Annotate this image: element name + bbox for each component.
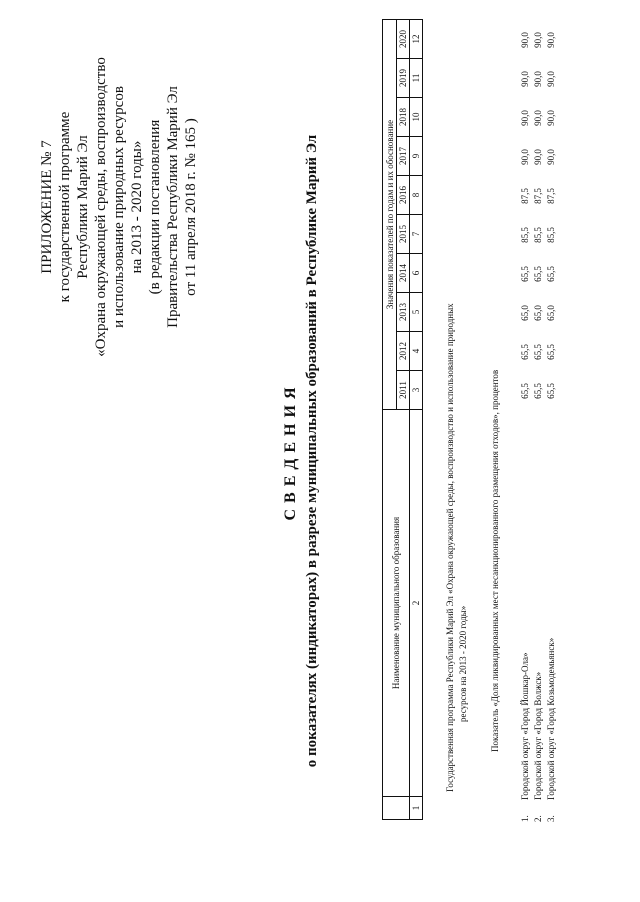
year-header: 2011 xyxy=(397,371,410,410)
program-line: Государственная программа Республики Марий Эл «Охрана окружающей среды, воспроизводство и использование природных xyxy=(445,303,455,792)
column-index: 1 xyxy=(410,797,423,820)
column-index: 12 xyxy=(410,20,423,59)
appendix-line: на 2013 - 2020 годы» xyxy=(129,140,145,274)
value-cell: 90,0 xyxy=(520,32,530,48)
appendix-line: и использование природных ресурсов xyxy=(111,86,127,328)
row-number: 2. xyxy=(533,815,543,822)
year-header: 2015 xyxy=(397,215,410,254)
column-index: 5 xyxy=(410,293,423,332)
year-header: 2012 xyxy=(397,332,410,371)
year-header: 2016 xyxy=(397,176,410,215)
value-cell: 65,5 xyxy=(520,344,530,360)
value-cell: 65,0 xyxy=(520,305,530,321)
column-index: 8 xyxy=(410,176,423,215)
column-index: 7 xyxy=(410,215,423,254)
value-cell: 90,0 xyxy=(533,71,543,87)
appendix-line: ПРИЛОЖЕНИЕ № 7 xyxy=(39,140,55,274)
year-header: 2017 xyxy=(397,137,410,176)
value-cell: 65,5 xyxy=(533,266,543,282)
value-cell: 90,0 xyxy=(533,32,543,48)
value-cell: 90,0 xyxy=(520,149,530,165)
row-number: 1. xyxy=(520,815,530,822)
appendix-line: Правительства Республики Марий Эл xyxy=(165,86,181,328)
column-index: 11 xyxy=(410,59,423,98)
year-header: 2013 xyxy=(397,293,410,332)
year-header: 2014 xyxy=(397,254,410,293)
value-cell: 65,5 xyxy=(546,266,556,282)
indicators-table-header xyxy=(382,19,423,820)
row-number-header xyxy=(383,797,410,820)
values-group-header: Значения показателей по годам и их обоснование xyxy=(383,20,397,410)
value-cell: 65,5 xyxy=(520,266,530,282)
value-cell: 87,5 xyxy=(546,188,556,204)
value-cell: 65,5 xyxy=(546,383,556,399)
value-cell: 90,0 xyxy=(546,149,556,165)
column-index: 2 xyxy=(410,410,423,797)
municipality-name: Городской округ «Город Козьмодемьянск» xyxy=(546,637,556,800)
value-cell: 87,5 xyxy=(533,188,543,204)
program-line: ресурсов на 2013 - 2020 годы» xyxy=(458,605,468,722)
row-number: 3. xyxy=(546,815,556,822)
indicator-name: Показатель «Доля ликвидированных мест несанкционированного размещения отходов», процентов xyxy=(490,369,500,752)
column-index: 3 xyxy=(410,371,423,410)
appendix-line: «Охрана окружающей среды, воспроизводство xyxy=(93,57,109,357)
value-cell: 90,0 xyxy=(546,32,556,48)
municipality-header: Наименование муниципального образования xyxy=(383,410,410,797)
year-header: 2019 xyxy=(397,59,410,98)
value-cell: 65,5 xyxy=(546,344,556,360)
appendix-line: к государственной программе xyxy=(57,111,73,303)
year-header: 2018 xyxy=(397,98,410,137)
column-index: 9 xyxy=(410,137,423,176)
value-cell: 87,5 xyxy=(520,188,530,204)
value-cell: 90,0 xyxy=(533,149,543,165)
value-cell: 85,5 xyxy=(520,227,530,243)
year-header: 2020 xyxy=(397,20,410,59)
value-cell: 90,0 xyxy=(520,71,530,87)
value-cell: 90,0 xyxy=(520,110,530,126)
document-subtitle: о показателях (индикаторах) в разрезе муниципальных образований в Республике Марий Эл xyxy=(304,134,320,768)
value-cell: 85,5 xyxy=(533,227,543,243)
value-cell: 90,0 xyxy=(533,110,543,126)
value-cell: 65,0 xyxy=(533,305,543,321)
value-cell: 65,5 xyxy=(533,383,543,399)
program-name xyxy=(444,272,470,792)
value-cell: 90,0 xyxy=(546,110,556,126)
value-cell: 65,5 xyxy=(533,344,543,360)
municipality-name: Городской округ «Город Йошкар-Ола» xyxy=(520,652,530,800)
appendix-line: Республики Марий Эл xyxy=(75,135,91,279)
value-cell: 65,0 xyxy=(546,305,556,321)
column-index: 10 xyxy=(410,98,423,137)
municipality-name: Городской округ «Город Волжск» xyxy=(533,671,543,800)
appendix-line: от 11 апреля 2018 г. № 165 ) xyxy=(183,118,199,296)
appendix-header xyxy=(38,37,200,377)
column-index: 6 xyxy=(410,254,423,293)
value-cell: 65,5 xyxy=(520,383,530,399)
document-title: СВЕДЕНИЯ xyxy=(282,381,299,521)
value-cell: 85,5 xyxy=(546,227,556,243)
value-cell: 90,0 xyxy=(546,71,556,87)
appendix-line: (в редакции постановления xyxy=(147,119,163,295)
column-index: 4 xyxy=(410,332,423,371)
